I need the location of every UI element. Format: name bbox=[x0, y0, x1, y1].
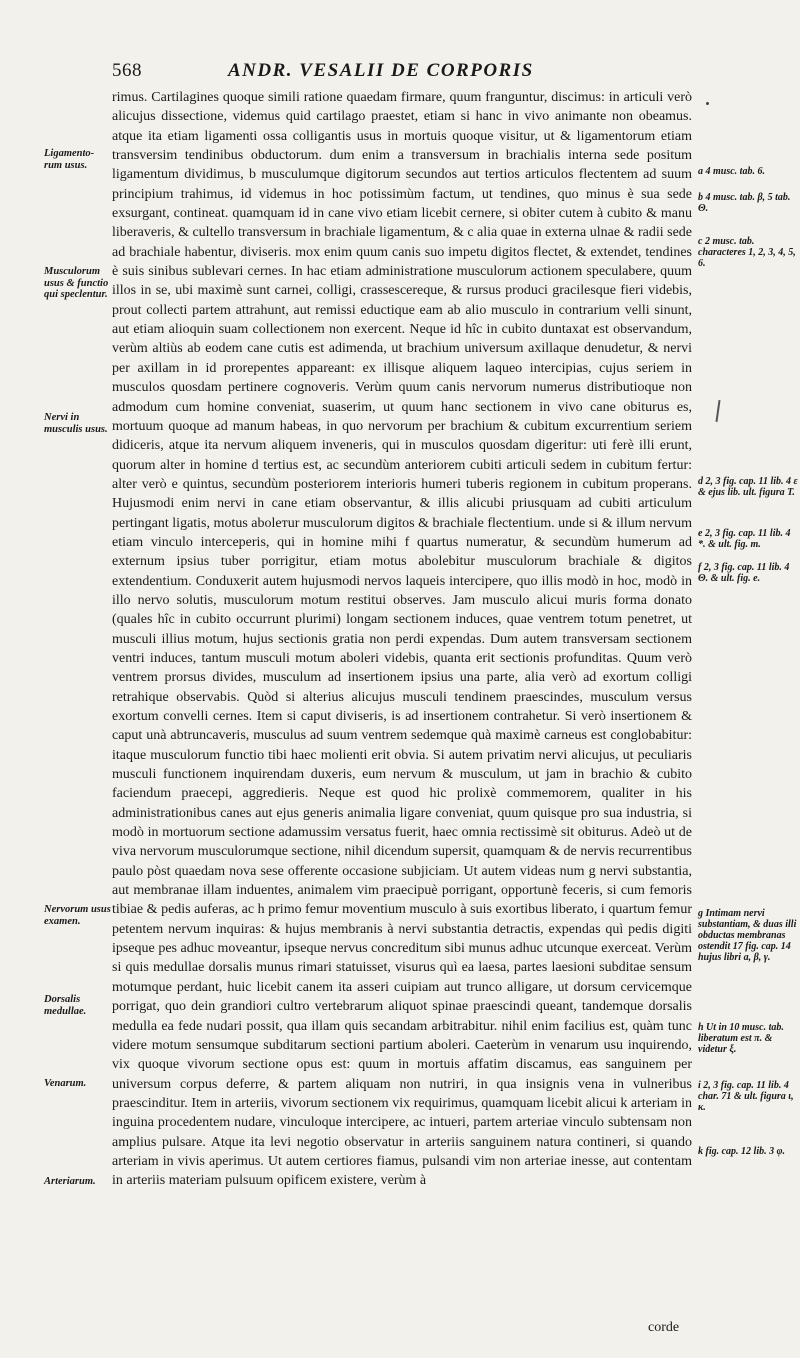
left-margin-note: Venarum. bbox=[44, 1078, 87, 1089]
right-margin-note: d 2, 3 fig. cap. 11 lib. 4 ε & ejus lib. ult. figura T. bbox=[698, 476, 798, 498]
left-margin-note: Arteriarum. bbox=[44, 1176, 96, 1187]
page-number: 568 bbox=[112, 60, 142, 81]
right-margin-note: i 2, 3 fig. cap. 11 lib. 4 char. 71 & ult. figura ι, κ. bbox=[698, 1080, 794, 1113]
left-margin-note: Dorsalis medullae. bbox=[44, 994, 87, 1017]
right-margin-note: g Intimam nervi substantiam, & duas illi obductas membranas ostendit 17 fig. cap. 14 hujus libri a, β, γ. bbox=[698, 908, 797, 963]
ink-mark bbox=[715, 400, 720, 422]
right-margin-note: a 4 musc. tab. 6. bbox=[698, 166, 765, 177]
left-margin-note: Ligamento- rum usus. bbox=[44, 148, 95, 171]
page-header bbox=[112, 60, 692, 86]
right-margin-note: e 2, 3 fig. cap. 11 lib. 4 *. & ult. fig. m. bbox=[698, 528, 791, 550]
right-margin-note: b 4 musc. tab. β, 5 tab. Θ. bbox=[698, 192, 791, 214]
ink-dot bbox=[706, 102, 709, 105]
running-title: ANDR. VESALII DE CORPORIS bbox=[228, 60, 534, 81]
right-margin-note: h Ut in 10 musc. tab. liberatum est π. & videtur ξ. bbox=[698, 1022, 784, 1055]
right-margin-note: c 2 musc. tab. characteres 1, 2, 3, 4, 5, 6. bbox=[698, 236, 796, 269]
right-margin-note: f 2, 3 fig. cap. 11 lib. 4 Θ. & ult. fig. e. bbox=[698, 562, 790, 584]
left-margin-note: Musculorum usus & functio qui speclentur. bbox=[44, 266, 109, 300]
catchword: corde bbox=[648, 1320, 680, 1335]
main-text: rimus. Cartilagines quoque simili ratione quaedam firmare, quum franguntur, discimus: in articuli verò alicujus dissectione, videmus quid cartilago praestet, etiam si hanc in vivo animante non obeamus. atque ita etiam ligamenti ossa colligantis usus in mortuis quoque visitur, ut & ligamentorum etiam transversim tendinibus obductorum. dum enim a transversum in brachialis interna sede positum ligamentum dividimus, b musculumque digitorum secundos aut tertios articulos flectentem ad suum principium trahimus, id videmus in hoc potissimùm factum, ut tendines, quo minus è sua sede exsurgant, contineat. quamquam id in cane vivo etiam licebit cernere, si obiter cutem à cubito & manu liberaveris, & cultello transversum in brachiale ligamentum, & c alia quae in externa ulnae & radii sede ad brachiale habentur, diviseris. mox enim quum canis suo impetu digitos flectet, & extendet, tendines è suis sinibus sublevari cernes. In hac etiam administratione musculorum actionem speculabere, quum illos in se, ubi maximè sunt carnei, colligi, crassescereque, & rursus produci gracilesque fieri videbis, prout collecti partem attrahunt, aut remissi eductique eam ab alio musculo in contrarium velli sinunt, aut etiam alioquin suam collectionem non exercent. Neque id hîc in cubito duntaxat est observandum, verùm altiùs ab eodem cane cutis est adimenda, ut brachium universum axillaque denudetur, & nervi per axillam in id prorepentes appareant: ex illisque aliquem laqueo intercipias, cujus seriem in musculos quosdam pertinere cognoveris. Verùm quum canis nervorum numerus distributioque non admodum cum homine conveniat, suaserim, ut quum hanc sectionem in vivo cane obiturus es, mortuum quoque ad manum habeas, in quo nervorum per brachium & cubitum excurrentium seriem didiceris, atque ita nervum aliquem inveneris, qui in musculos quosdam digeritur: uti ferè illi erunt, quorum alter in homine d tertius est, ac secundùm anteriorem cubiti articuli sedem in cubitum fertur: alter verò e quintus, secundùm posteriorem interioris humeri tuberis regionem in cubitum properans. Hujusmodi enim nervi in cane etiam observantur, & illis alicubi priusquam ad cubiti articulum pertingant ligatis, motus abolетur musculorum digitos & brachiale flectentium. unde si & illum nervum etiam vinculo interceperis, qui in homine mihi f quartus numeratur, & secundùm humerum ad externum ipsius tuber porrigitur, etiam motus abolebitur musculorum brachiale & digitos extendentium. Conduxerit autem hujusmodi nervos laqueis intercipere, quo illis modò in hoc, modò in illo nervo solutis, musculorum motum restitui observes. Jam musculo alicui muris forma donato (quales hîc in cubito occurrunt plurimi) longam sectionem induces, quae ventrem totum penetret, ut musculi illius motum, hujus sectionis gratia non perdi expendas. Dum autem transversam sectionem ventri induces, tantum musculi motum aboleri videbis, quanta erit sectionis profunditas. Quum verò ventrem prorsus divides, musculum ad insertionem ipsius una parte, alia verò ad exortum colligi retrahique observabis. Quòd si alterius alicujus musculi tendinem praescindes, musculum versus exortum convelli cernes. Item si caput diviseris, is ad insertionem contrahetur. Si verò insertionem & caput unà abtruncaveris, musculus ad suum ventrem sedemque quà maximè carneus est conglobabitur: itaque musculorum functio tibi haec molienti erit obvia. Si autem privatim nervi alicujus, ut peculiaris musculi functionem inquirendam duxeris, eum nervum & musculum, ut jam in brachio & cubito faciendum praecepi, aggredieris. Neque est quod hic prolixè commemorem, qualiter in his administrationibus canes aut ejus generis animalia ligare conveniat, quum quisque pro sua industria, si modò in mortuorum sectione adamussim versatus fuerit, haec omnia rectissimè sit obiturus. Adeò ut de viva nervorum musculorumque sectione, nihil dicendum supersit, quamquam & de nervis recurrentibus paulo pòst quaedam nova sese offerente occasione subjiciam. Ut autem videas num g nervi substantia, aut membranae illam induentes, animalem vim praecipuè porrigant, opportunè feceris, si cum femoris tibiae & pedis auferas, ac h primo femur moventium musculo à suis exortibus liberato, i quartum femur petentem nervum inquiras: & hujus membranis à nervi substantia detractis, expendas quì pedis digiti ipseque pes adhuc moveantur, ipseque nervus concreditum sibi munus adhuc utcunque exerceat. Verùm si quis medullae dorsalis munus rimari statuisset, visurus quì ea laesa, partes laesioni subditae sensum motumque perdant, huic licebit canem ita asseri cuipiam aut trunco alligare, ut dorsum cervicemque porrigat, quo dein grandiori cultro vertebrarum aliquot spinae praescindi queant, tandemque dorsalis medulla ea fede nudari possit, qua illam quis secandam arbitrabitur. nihil enim facilius est, quàm tunc videre motum sensumque subditarum sectioni partium aboleri. Caeterùm in venarum usu inquirendo, vix quoque vivorum sectione opus est: quum in mortuis affatim discamus, eas sanguinem per universum corpus deferre, & partem aliquam non nutriri, in qua insignis vena in vulneribus praescinditur. Item in arteriis, vivorum sectionem vix requirimus, quamquam licebit alicui k arteriam in inguina procedentem nudare, vinculoque intercipere, ac intueri, partem arteriae vinculo subtensam non amplius pulsare. Atque ita levi negotio observatur in arteriis sanguinem natura contineri, si quando arteriam in vivis aperimus. Ut autem certiores fiamus, pulsandi vim non arteriae inesse, aut contentam in arteriis materiam pulsuum opificem existere, verùm à bbox=[112, 90, 693, 1189]
right-margin-note: k fig. cap. 12 lib. 3 φ. bbox=[698, 1146, 785, 1157]
left-margin-note: Nervi in musculis usus. bbox=[44, 412, 108, 435]
left-margin-note: Nervorum usus examen. bbox=[44, 904, 111, 927]
